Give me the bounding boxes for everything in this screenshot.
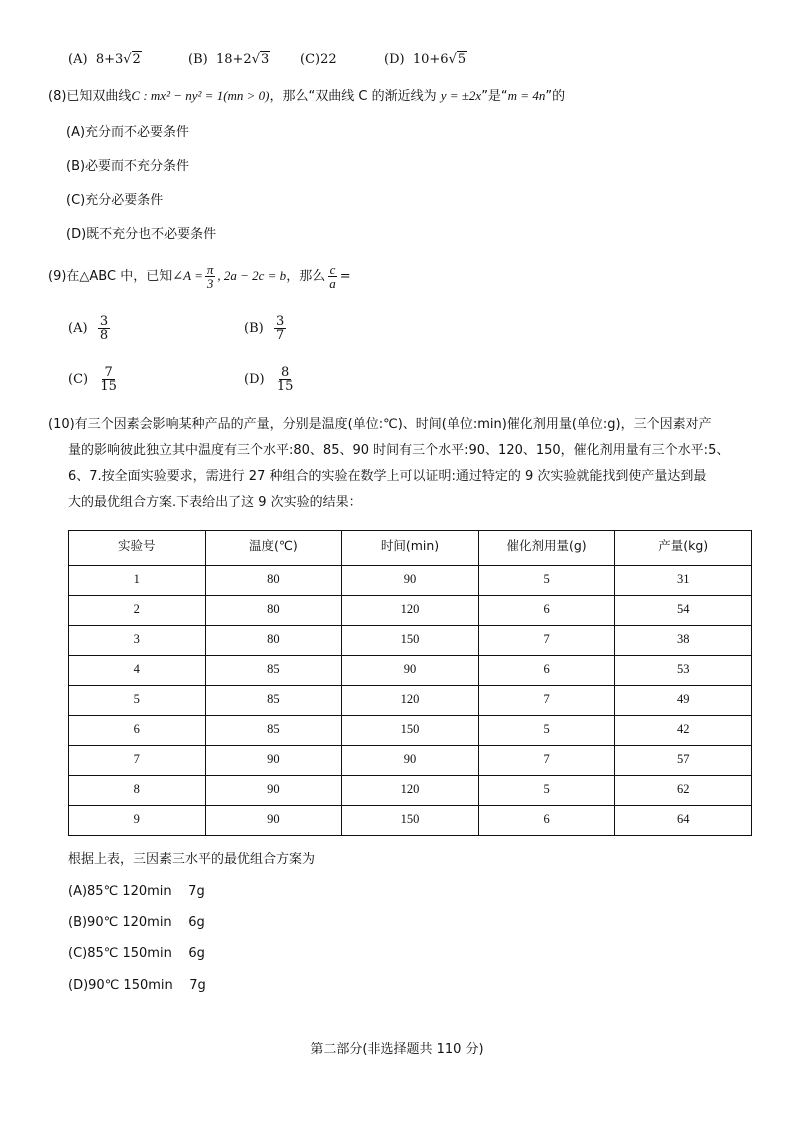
q10-option-a: (A)85℃ 120min 7g [68,884,205,899]
table-cell: 64 [615,806,752,836]
table-cell: 150 [342,626,479,656]
table-cell: 120 [342,596,479,626]
table-cell: 90 [205,776,342,806]
table-cell: 57 [615,746,752,776]
experiment-table [68,530,752,836]
q9-stem: (9)在△ABC 中，已知∠A = $\frac{\pi}{3}$ , 2a − 2c = b，那么 $\frac{c}{a}$ = [48,262,351,291]
table-cell: 5 [478,716,615,746]
table-cell: 5 [69,686,206,716]
q8-option-c: (C)充分必要条件 [66,193,164,208]
table-cell: 4 [69,656,206,686]
table-cell: 80 [205,566,342,596]
table-cell: 80 [205,626,342,656]
table-cell: 31 [615,566,752,596]
header-cell: 产量(kg) [615,531,752,566]
table-row [69,716,752,746]
table-row [69,656,752,686]
table-cell: 62 [615,776,752,806]
q8-option-b: (B)必要而不充分条件 [66,159,190,174]
q10-option-c: (C)85℃ 150min 6g [68,946,205,961]
q10-option-b: (B)90℃ 120min 6g [68,915,205,930]
table-cell: 85 [205,686,342,716]
q9-option-c: (C) $\frac{7}{15}$ [68,365,117,394]
table-cell: 7 [69,746,206,776]
table-cell: 6 [69,716,206,746]
table-cell: 6 [478,806,615,836]
table-row [69,806,752,836]
table-cell: 1 [69,566,206,596]
q7-option-d: (D) 10+6√5 [384,52,467,67]
q9-option-a: (A) $\frac{3}{8}$ [68,314,109,343]
table-row [69,746,752,776]
table-cell: 150 [342,716,479,746]
header-cell: 催化剂用量(g) [478,531,615,566]
table-cell: 7 [478,626,615,656]
table-cell: 42 [615,716,752,746]
table-header-row [69,531,752,566]
table-cell: 85 [205,716,342,746]
q8-option-d: (D)既不充分也不必要条件 [66,227,217,242]
table-row [69,596,752,626]
table-row [69,566,752,596]
table-cell: 8 [69,776,206,806]
table-row [69,686,752,716]
table-cell: 120 [342,686,479,716]
table-cell: 7 [478,686,615,716]
header-cell: 实验号 [69,531,206,566]
table-cell: 38 [615,626,752,656]
table-cell: 7 [478,746,615,776]
table-cell: 90 [342,656,479,686]
q10-question: 根据上表，三因素三水平的最优组合方案为 [68,852,316,867]
table-cell: 80 [205,596,342,626]
table-row [69,626,752,656]
table-cell: 5 [478,776,615,806]
q9-option-b: (B) $\frac{3}{7}$ [244,314,285,343]
table-cell: 6 [478,656,615,686]
table-cell: 90 [342,746,479,776]
table-cell: 3 [69,626,206,656]
q7-option-a: (A) 8+3√2 [68,52,141,67]
table-cell: 2 [69,596,206,626]
table-cell: 90 [205,806,342,836]
table-cell: 90 [205,746,342,776]
table-cell: 120 [342,776,479,806]
q9-option-d: (D) $\frac{8}{15}$ [244,365,294,394]
q7-option-b: (B) 18+2√3 [188,52,270,67]
table-row [69,776,752,806]
table-cell: 150 [342,806,479,836]
table-cell: 9 [69,806,206,836]
q7-option-c: (C)22 [300,52,337,67]
q10-option-d: (D)90℃ 150min 7g [68,978,206,993]
header-cell: 温度(℃) [205,531,342,566]
q10-line-1: (10)有三个因素会影响某种产品的产量，分别是温度(单位:℃)、时间(单位:min)催化剂用量(单位:g)，三个因素对产 [48,417,712,432]
table-cell: 54 [615,596,752,626]
table-cell: 5 [478,566,615,596]
section-title: 第二部分(非选择题共 110 分) [310,1042,484,1057]
table-cell: 90 [342,566,479,596]
table-cell: 49 [615,686,752,716]
table-cell: 6 [478,596,615,626]
q10-line-2: 量的影响彼此独立其中温度有三个水平:80、85、90 时间有三个水平:90、120、150，催化剂用量有三个水平:5、 [68,443,730,458]
header-cell: 时间(min) [342,531,479,566]
q8-option-a: (A)充分而不必要条件 [66,125,190,140]
q10-line-3: 6、7.按全面实验要求，需进行 27 种组合的实验在数学上可以证明:通过特定的 9 次实验就能找到使产量达到最 [68,469,707,484]
table-cell: 53 [615,656,752,686]
q10-line-4: 大的最优组合方案.下表给出了这 9 次实验的结果： [68,495,362,510]
table-cell: 85 [205,656,342,686]
q10-paragraph [48,412,748,516]
q8-stem: (8)已知双曲线C : mx² − ny² = 1(mn > 0)，那么“双曲线 C 的渐近线为 y = ±2x”是“m = 4n”的 [48,88,566,104]
